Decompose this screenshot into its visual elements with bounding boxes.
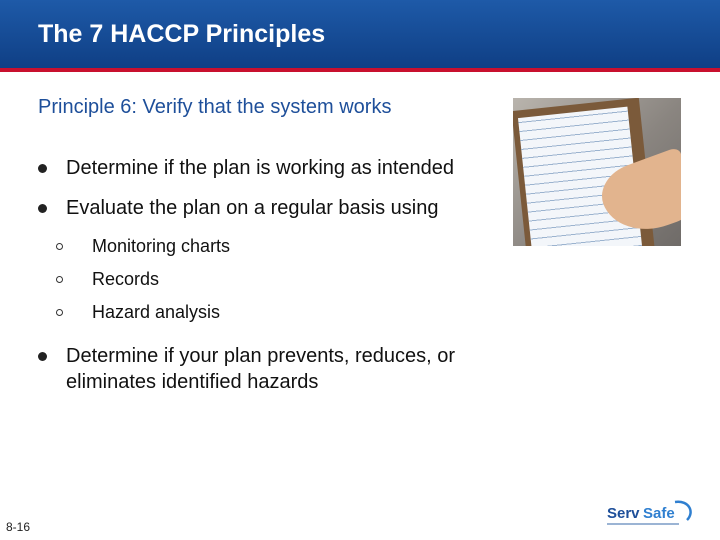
- bullet-text: Determine if the plan is working as intended: [66, 157, 454, 179]
- slide-title: The 7 HACCP Principles: [38, 20, 326, 48]
- title-accent-line: [0, 68, 720, 72]
- sub-bullet-item: [54, 235, 458, 257]
- circle-bullet-icon: [56, 243, 63, 250]
- circle-bullet-icon: [56, 309, 63, 316]
- sub-bullet-item: [54, 301, 458, 323]
- bullet-text: Evaluate the plan on a regular basis using: [66, 197, 439, 219]
- bullet-item: [38, 343, 458, 395]
- sub-bullet-list: [54, 235, 458, 323]
- sub-bullet-text: Monitoring charts: [92, 236, 231, 256]
- servsafe-logo: [605, 496, 695, 530]
- principle-heading: Principle 6: Verify that the system works: [38, 96, 392, 118]
- bullet-text: Determine if your plan prevents, reduces, or eliminates identified hazards: [66, 345, 456, 393]
- logo-brand-second: Safe: [643, 505, 675, 522]
- logo-brand-first: Serv: [607, 505, 640, 522]
- title-bar: [0, 0, 720, 68]
- sub-bullet-item: [54, 268, 458, 290]
- bullet-dot-icon: [38, 204, 47, 213]
- bullet-item: [38, 155, 458, 181]
- logo-swoosh-icon: [675, 502, 691, 520]
- circle-bullet-icon: [56, 276, 63, 283]
- slide-number: 8-16: [6, 520, 31, 534]
- sub-bullet-text: Records: [92, 269, 160, 289]
- bullet-item: [38, 195, 458, 221]
- bullet-dot-icon: [38, 164, 47, 173]
- clipboard-photo: [513, 98, 681, 246]
- bullet-list: [38, 155, 458, 409]
- sub-bullet-text: Hazard analysis: [92, 302, 221, 322]
- bullet-dot-icon: [38, 352, 47, 361]
